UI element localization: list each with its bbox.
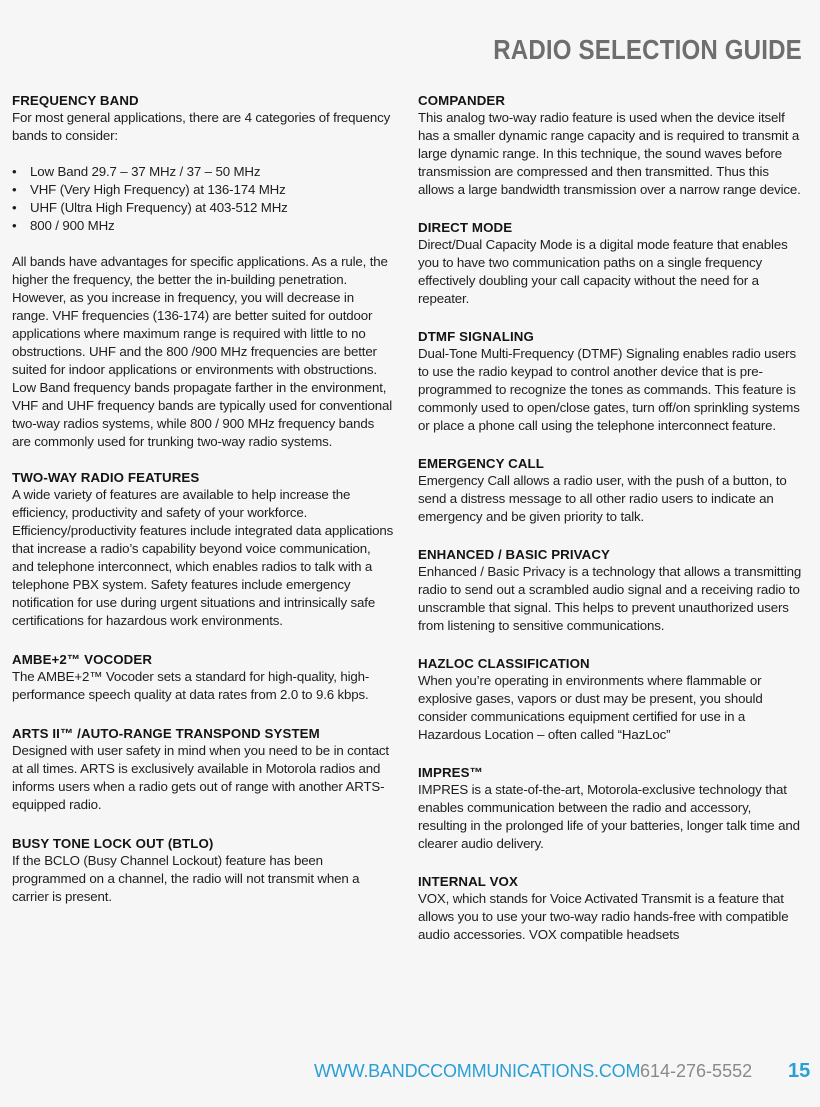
website-link[interactable]: WWW.BANDCCOMMUNICATIONS.COM bbox=[314, 1061, 641, 1081]
section-body: If the BCLO (Busy Channel Lockout) feature has been programmed on a channel, the radio will not transmit when a carrier is present. bbox=[12, 853, 360, 904]
section-heading: ENHANCED / BASIC PRIVACY bbox=[418, 547, 611, 562]
section-heading: COMPANDER bbox=[418, 93, 506, 108]
page-number: 15 bbox=[788, 1060, 811, 1082]
section-body: When you’re operating in environments where flammable or explosive gases, vapors or dust may be present, you should consider communications equipment certified for use in a Hazardous Location – often called “HazLoc” bbox=[418, 673, 763, 742]
list-item: • Low Band 29.7 – 37 MHz / 37 – 50 MHz bbox=[12, 164, 261, 179]
section-heading: INTERNAL VOX bbox=[418, 874, 518, 889]
section-emergency-call bbox=[418, 455, 803, 526]
section-heading: BUSY TONE LOCK OUT (BTLO) bbox=[12, 836, 214, 851]
section-heading: DTMF SIGNALING bbox=[418, 329, 534, 344]
bullet-icon: • bbox=[12, 200, 17, 215]
list-item: • UHF (Ultra High Frequency) at 403-512 MHz bbox=[12, 200, 288, 215]
section-heading: AMBE+2™ VOCODER bbox=[12, 652, 153, 667]
right-column bbox=[418, 92, 803, 964]
section-impres bbox=[418, 764, 803, 853]
bullet-icon: • bbox=[12, 164, 17, 179]
section-body: Emergency Call allows a radio user, with the push of a button, to send a distress message to all other radio users to indicate an emergency and be given priority to talk. bbox=[418, 473, 787, 524]
section-heading: ARTS II™ /AUTO-RANGE TRANSPOND SYSTEM bbox=[12, 726, 320, 741]
section-body: VOX, which stands for Voice Activated Transmit is a feature that allows you to use your two-way radio hands-free with compatible audio accessories. VOX compatible headsets bbox=[418, 891, 789, 942]
frequency-band-list bbox=[12, 163, 394, 235]
section-busy-tone-lock-out bbox=[12, 835, 394, 906]
section-body: A wide variety of features are available to help increase the efficiency, productivity and safety of your workforce. Efficiency/productivity features include integrated data applications that increase a radio’s capability beyond voice communication, and telephone interconnect, which enables radios to talk with a telephone PBX system. Safety features include emergency notification for use during urgent situations and intrinsically safe certifications for hazardous work environments. bbox=[12, 487, 394, 628]
list-item: • 800 / 900 MHz bbox=[12, 218, 115, 233]
section-body: IMPRES is a state-of-the-art, Motorola-exclusive technology that enables communication between the radio and accessory, resulting in the prolonged life of your batteries, longer talk time and clearer audio delivery. bbox=[418, 782, 800, 851]
page-title: RADIO SELECTION GUIDE bbox=[493, 34, 802, 65]
section-heading: EMERGENCY CALL bbox=[418, 456, 545, 471]
phone-number: 614-276-5552 bbox=[640, 1061, 753, 1081]
section-hazloc-classification bbox=[418, 655, 803, 744]
section-body: Direct/Dual Capacity Mode is a digital mode feature that enables you to have two communication paths on a single frequency effectively doubling your call capacity without the need for a repeater. bbox=[418, 237, 788, 306]
section-body: Enhanced / Basic Privacy is a technology that allows a transmitting radio to send out a scrambled audio signal and a receiving radio to unscramble that signal. This helps to prevent unauthorized users from listening to sensitive communications. bbox=[418, 564, 802, 633]
page-footer bbox=[0, 1061, 820, 1085]
section-dtmf-signaling bbox=[418, 328, 803, 435]
section-enhanced-basic-privacy bbox=[418, 546, 803, 635]
section-intro: For most general applications, there are 4 categories of frequency bands to consider: bbox=[12, 110, 391, 143]
section-ambe-vocoder bbox=[12, 651, 394, 704]
list-item: • VHF (Very High Frequency) at 136-174 MHz bbox=[12, 182, 286, 197]
section-heading: TWO-WAY RADIO FEATURES bbox=[12, 470, 200, 485]
section-body: Dual-Tone Multi-Frequency (DTMF) Signaling enables radio users to use the radio keypad to control another device that is pre-programmed to recognize the tones as commands. This feature is commonly used to open/close gates, turn off/on sprinkling systems or place a phone call using the telephone interconnect feature. bbox=[418, 346, 800, 433]
section-body: All bands have advantages for specific applications. As a rule, the higher the frequency, the better the in-building penetration. However, as you increase in frequency, you will decrease in range. VHF frequencies (136-174) are better suited for outdoor applications where maximum range is required with little to no obstructions. UHF and the 800 /900 MHz frequencies are better suited for indoor applications or environments with obstructions. Low Band frequency bands propagate farther in the environment, VHF and UHF frequency bands are typically used for conventional two-way radios systems, while 800 / 900 MHz frequency bands are commonly used for trunking two-way radio systems. bbox=[12, 254, 393, 449]
section-heading: DIRECT MODE bbox=[418, 220, 513, 235]
section-two-way-radio-features bbox=[12, 469, 394, 630]
section-heading: IMPRES™ bbox=[418, 765, 483, 780]
section-direct-mode bbox=[418, 219, 803, 308]
bullet-icon: • bbox=[12, 182, 17, 197]
section-body: Designed with user safety in mind when you need to be in contact at all times. ARTS is exclusively available in Motorola radios and informs users when a radio gets out of range with another ARTS-equipped radio. bbox=[12, 743, 389, 812]
section-compander bbox=[418, 92, 803, 199]
section-internal-vox bbox=[418, 873, 803, 944]
left-column bbox=[12, 92, 394, 927]
section-heading: HAZLOC CLASSIFICATION bbox=[418, 656, 590, 671]
section-heading: FREQUENCY BAND bbox=[12, 93, 139, 108]
section-body: The AMBE+2™ Vocoder sets a standard for high-quality, high-performance speech quality at data rates from 2.0 to 9.6 kbps. bbox=[12, 669, 370, 702]
section-body: This analog two-way radio feature is used when the device itself has a smaller dynamic range capacity and is required to transmit a large dynamic range. In this technique, the sound waves before transmission are compressed and then transmitted. Thus this allows a large bandwidth transmission over a narrow range device. bbox=[418, 110, 801, 197]
section-arts bbox=[12, 725, 394, 814]
bullet-icon: • bbox=[12, 218, 17, 233]
section-frequency-band bbox=[12, 92, 394, 451]
